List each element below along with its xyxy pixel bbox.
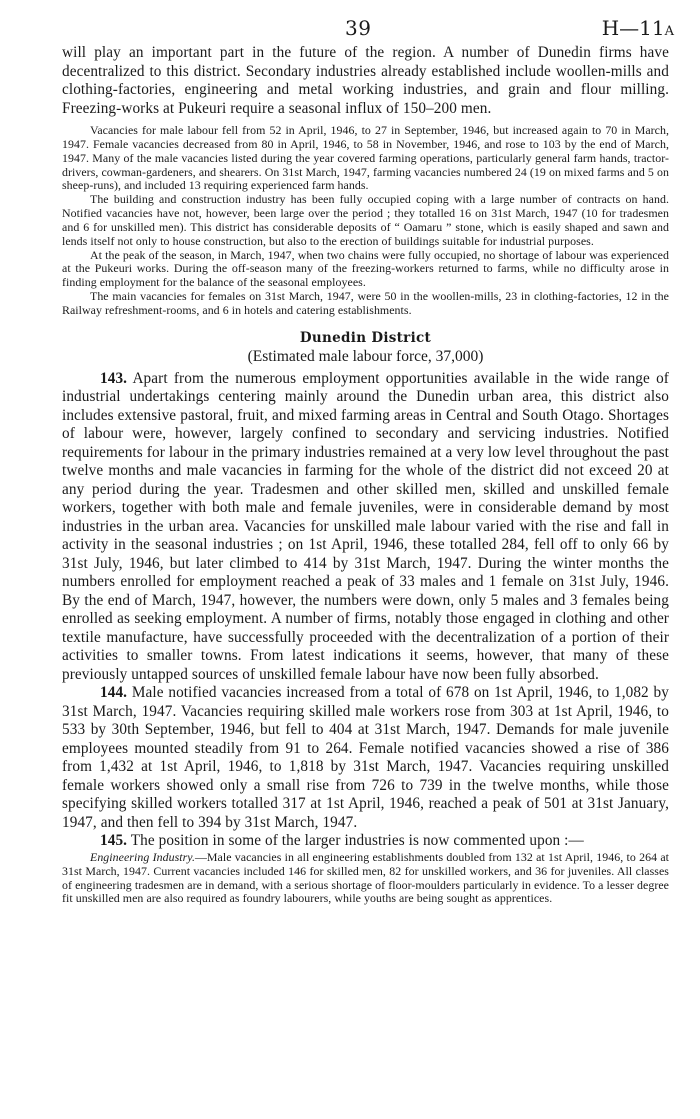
paragraph-145 xyxy=(62,832,669,851)
document-code-main: H—11 xyxy=(601,16,665,40)
oamaru-paragraph-building: The building and construction industry has been fully occupied coping with a large number of contracts on hand. Notified vacancies have not, however, been large over the period ; they totalled 16 on 31st March, 1947 (10 for tradesmen and 6 for unskilled men). This district has considerable deposits of “ Oamaru ” stone, which is easily shaped and sawn and lends itself not only to house construction, but also to the erection of buildings suitable for industrial purposes. xyxy=(62,192,669,248)
paragraph-number: 144. xyxy=(100,684,128,702)
section-heading: Dunedin District xyxy=(299,329,432,346)
document-page xyxy=(62,0,674,906)
engineering-text: —Male vacancies in all engineering establishments doubled from 132 at 1st April, 1946, to 264 at 31st March, 1947. Current vacancies included 146 for skilled men, 82 for unskilled workers, and 36 for juveniles. All classes of engineering tradesmen are in demand, with a serious shortage of floor-moulders particularly in evidence. To a lesser degree fit unskilled men are also required as foundry labourers, while youths are being sought as apprentices. xyxy=(62,849,669,906)
paragraph-text: The position in some of the larger industries is now commented upon :— xyxy=(127,832,584,850)
document-code-sub: A xyxy=(664,24,674,39)
paragraph-144 xyxy=(62,684,669,832)
paragraph-number: 143. xyxy=(100,369,128,387)
oamaru-paragraph-freezing: At the peak of the season, in March, 1947, when two chains were fully occupied, no shortage of labour was experienced at the Pukeuri works. During the off-season many of the freezing-workers returned to farms, while no difficulty arose in finding employment for the balance of the seasonal employees. xyxy=(62,247,669,290)
engineering-paragraph xyxy=(62,851,669,906)
section-subheading: (Estimated male labour force, 37,000) xyxy=(247,347,484,365)
engineering-title: Engineering Industry. xyxy=(90,849,195,864)
paragraph-text: Male notified vacancies increased from a total of 678 on 1st April, 1946, to 1,082 by 31st March, 1947. Vacancies requiring skilled male workers rose from 303 at 1st April, 1946, to 533 by 30th September, 1946, but fell to 404 at 31st March, 1947. Demands for male juvenile employees mounted steadily from 91 to 264. Female notified vacancies showed a rise of 386 from 1,432 at 1st April, 1946, to 1,818 by 31st March, 1947. Vacancies requiring unskilled female workers showed only a small rise from 726 to 739 in the twelve months, while those specifying skilled workers totalled 317 at 1st April, 1946, reached a peak of 501 at 31st January, 1947, and then fell to 394 by 31st March, 1947. xyxy=(62,684,669,831)
oamaru-paragraph-females: The main vacancies for females on 31st March, 1947, were 50 in the woollen-mills, 23 in clothing-factories, 12 in the Railway refreshment-rooms, and 6 in hotels and catering establishments. xyxy=(62,289,669,317)
paragraph-number: 145. xyxy=(100,832,128,850)
page-header xyxy=(62,0,674,44)
oamaru-paragraph-vacancies: Vacancies for male labour fell from 52 in April, 1946, to 27 in September, 1946, but increased again to 70 in March, 1947. Female vacancies decreased from 80 in April, 1946, to 58 in November, 1946, and rose to 103 by the end of March, 1947. Many of the male vacancies listed during the year covered farming operations, particularly general farm hands, tractor-drivers, cowman-gardeners, and shearers. On 31st March, 1947, farming vacancies numbered 24 (19 on mixed farms and 5 on sheep-runs), and included 13 requiring experienced farm hands. xyxy=(62,123,669,193)
page-number: 39 xyxy=(345,16,372,40)
paragraph-text: Apart from the numerous employment opportunities available in the wide range of industrial undertakings centering mainly around the Dunedin urban area, this district also includes extensive pastoral, fruit, and mixed farming areas in Central and South Otago. Shortages of labour were, however, largely confined to secondary and servicing industries. Notified requirements for labour in the primary industries remained at a very low level throughout the past twelve months and male vacancies in farming for the whole of the district did not exceed 20 at any period during the year. Tradesmen and other skilled men, skilled and unskilled female workers, together with both male and female juveniles, were in considerable demand by most industries in the urban area. Vacancies for unskilled male labour varied with the rise and fall in activity in the seasonal industries ; on 1st April, 1946, these totalled 284, fell off to only 66 by 31st July, 1946, but later climbed to 414 by 31st March, 1947. During the winter months the numbers enrolled for employment reached a peak of 33 males and 1 female on 31st July, 1946. By the end of March, 1947, however, the numbers were down, only 5 males and 3 females being enrolled as seeking employment. A number of firms, notably those engaged in clothing and other textile manufacture, have successfully proceeded with the decentralization of a portion of their activities to smaller towns. From latest indications it seems, however, that many of these previously untapped sources of unskilled female labour have now been fully absorbed. xyxy=(62,369,669,683)
continuation-paragraph: will play an important part in the future of the region. A number of Dunedin firms have decentralized to this district. Secondary industries already established include woollen-mills and clothing-factories, engineering and metal working industries, and grain and flour milling. Freezing-works at Pukeuri require a seasonal influx of 150–200 men. xyxy=(62,44,669,117)
paragraph-143 xyxy=(62,370,669,685)
document-code xyxy=(602,16,674,40)
